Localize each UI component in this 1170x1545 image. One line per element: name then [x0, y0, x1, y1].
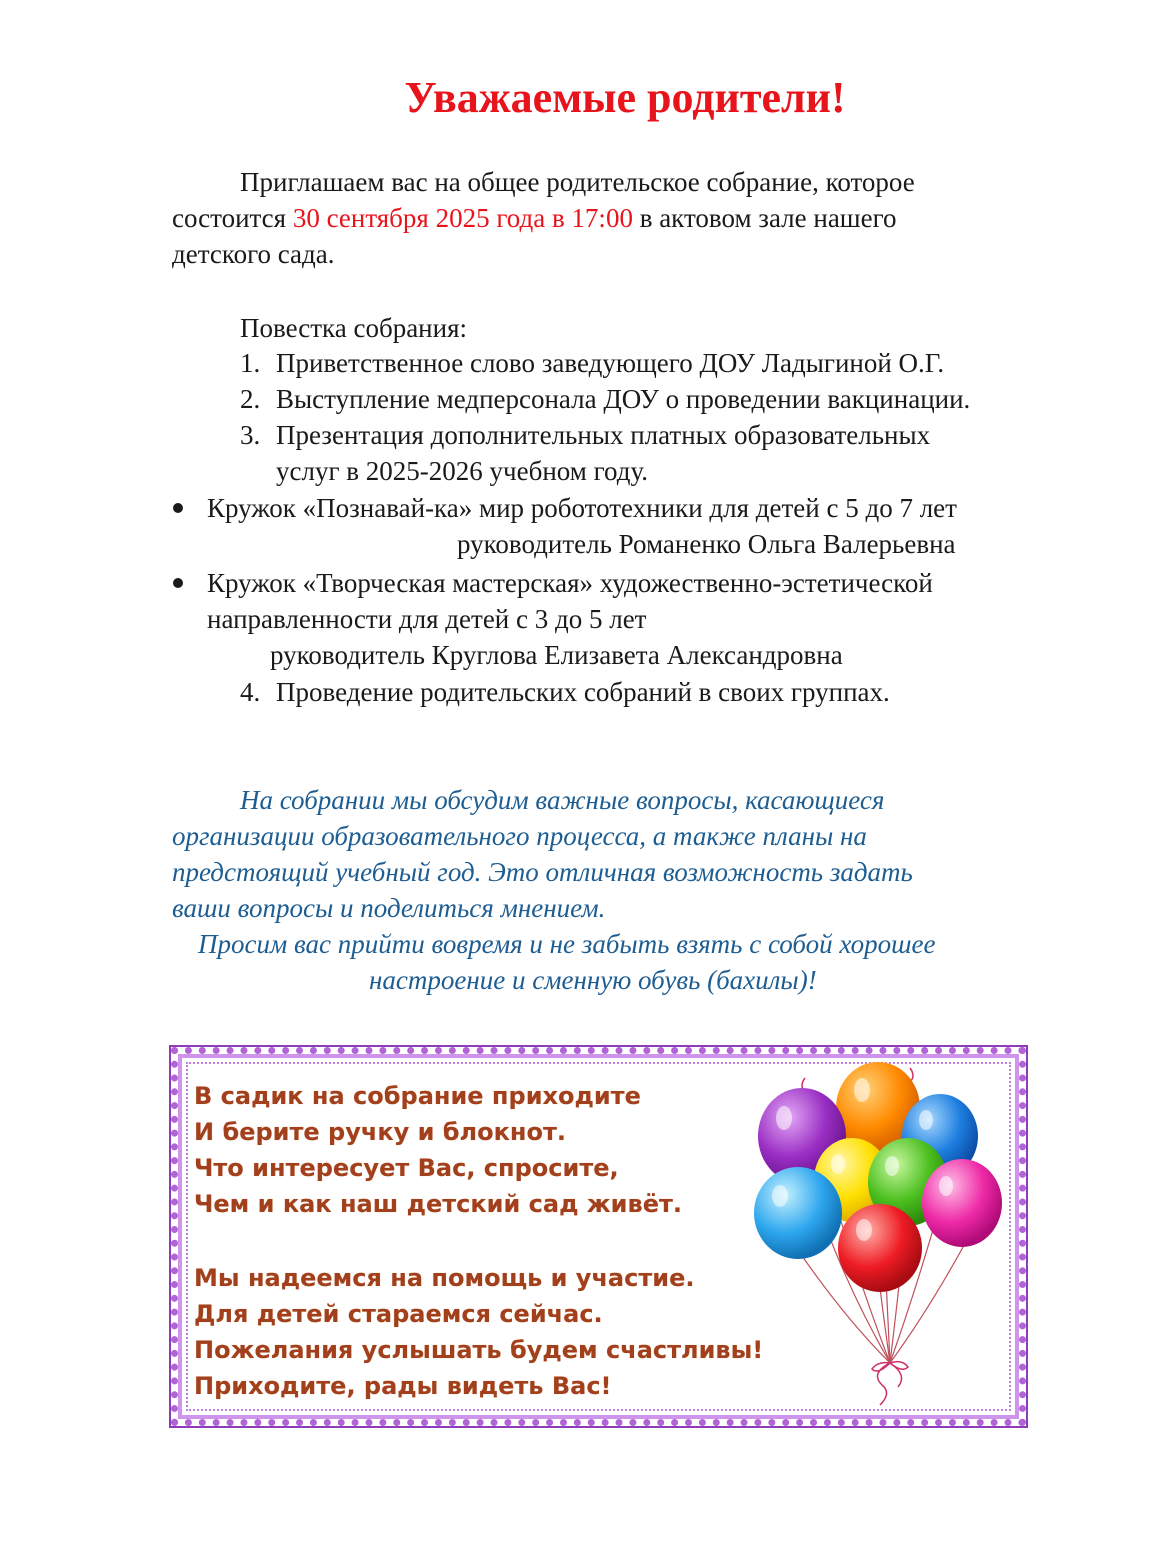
invitation-line-2-prefix: состоится — [172, 203, 293, 233]
agenda-heading: Повестка собрания: — [240, 313, 467, 343]
agenda-item-1: Приветственное слово заведующего ДОУ Ладыгиной О.Г. — [276, 348, 945, 378]
poem-line-2: И берите ручку и блокнот. — [194, 1118, 566, 1146]
agenda-item-3-number: 3. — [240, 420, 261, 450]
bullet-icon — [173, 503, 183, 513]
poem-line-7: Пожелания услышать будем счастливы! — [194, 1336, 764, 1364]
bullet-icon — [173, 578, 183, 588]
club-2-description-line-2: направленности для детей с 3 до 5 лет — [207, 604, 647, 634]
poem-line-5: Мы надеемся на помощь и участие. — [194, 1264, 695, 1292]
closing-paragraph-line-3: предстоящий учебный год. Это отличная возможность задать — [172, 857, 913, 887]
poem-line-8: Приходите, рады видеть Вас! — [194, 1372, 612, 1400]
agenda-item-3-line-2: услуг в 2025-2026 учебном году. — [276, 456, 649, 486]
invitation-line-2 — [172, 200, 896, 236]
light-blue-balloon — [754, 1167, 842, 1259]
closing-paragraph-line-2: организации образовательного процесса, а также планы на — [172, 821, 867, 851]
agenda-item-2-number: 2. — [240, 384, 261, 414]
invitation-line-2-suffix: в актовом зале нашего — [632, 203, 897, 233]
pink-balloon — [922, 1159, 1002, 1247]
red-balloon — [838, 1204, 922, 1292]
page-title: Уважаемые родители! — [404, 73, 846, 122]
balloons-illustration — [740, 1058, 1015, 1413]
agenda-item-4-number: 4. — [240, 677, 261, 707]
agenda-item-4: Проведение родительских собраний в своих группах. — [276, 677, 890, 707]
closing-paragraph-line-1: На собрании мы обсудим важные вопросы, касающиеся — [240, 785, 885, 815]
club-1-description: Кружок «Познавай-ка» мир робототехники для детей с 5 до 7 лет — [207, 493, 957, 523]
poem-line-4: Чем и как наш детский сад живёт. — [194, 1190, 682, 1218]
agenda-item-2: Выступление медперсонала ДОУ о проведении вакцинации. — [276, 384, 971, 414]
club-2-leader: руководитель Круглова Елизавета Александровна — [270, 640, 843, 670]
poem-line-6: Для детей стараемся сейчас. — [194, 1300, 603, 1328]
club-2-description-line-1: Кружок «Творческая мастерская» художественно-эстетической — [207, 568, 933, 598]
agenda-item-1-number: 1. — [240, 348, 261, 378]
poem-line-3: Что интересует Вас, спросите, — [194, 1154, 619, 1182]
invitation-line-3: детского сада. — [172, 239, 335, 269]
invitation-line-1: Приглашаем вас на общее родительское собрание, которое — [240, 167, 915, 197]
request-line-2: настроение и сменную обувь (бахилы)! — [369, 965, 817, 995]
club-1-leader: руководитель Романенко Ольга Валерьевна — [457, 529, 956, 559]
closing-paragraph-line-4: ваши вопросы и поделиться мнением. — [172, 893, 606, 923]
meeting-date: 30 сентября 2025 года в 17:00 — [292, 203, 633, 233]
agenda-item-3-line-1: Презентация дополнительных платных образовательных — [276, 420, 931, 450]
request-line-1: Просим вас прийти вовремя и не забыть взять с собой хорошее — [198, 929, 936, 959]
poem-line-1: В садик на собрание приходите — [194, 1082, 641, 1110]
